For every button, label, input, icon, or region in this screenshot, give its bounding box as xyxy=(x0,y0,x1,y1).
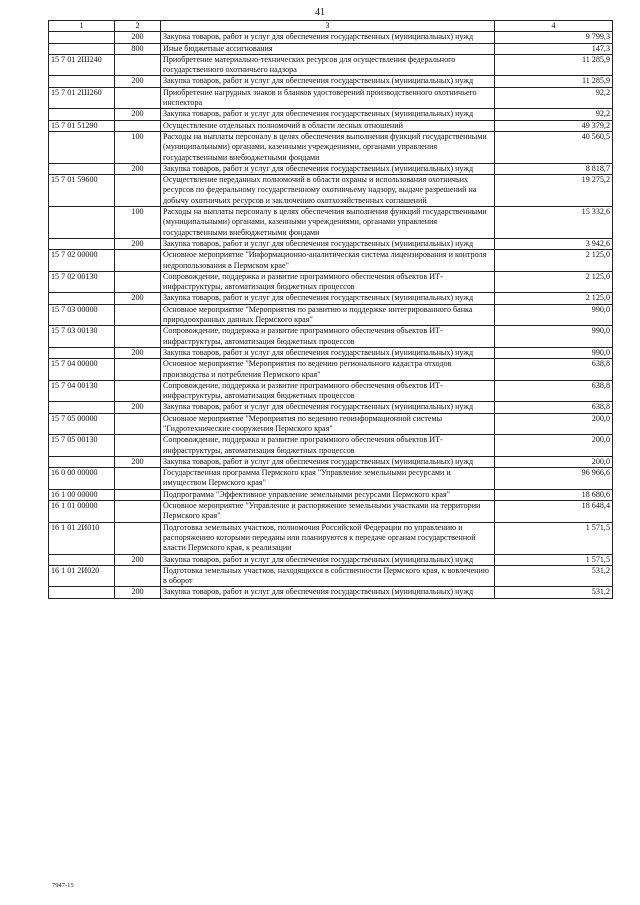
row-description: Закупка товаров, работ и услуг для обеспечения государственных (муниципальных) нужд xyxy=(161,293,495,304)
row-description: Сопровождение, поддержка и развитие программного обеспечения объектов ИТ-инфраструктуры, автоматизация бюджетных процессов xyxy=(161,326,495,348)
table-row xyxy=(49,565,613,587)
row-amount: 8 818,7 xyxy=(495,163,613,174)
row-amount: 40 560,5 xyxy=(495,131,613,163)
column-header: 3 xyxy=(161,21,495,32)
row-expense-type xyxy=(115,435,161,457)
row-amount: 49 379,2 xyxy=(495,120,613,131)
table-row xyxy=(49,501,613,523)
row-expense-type xyxy=(115,522,161,554)
row-amount: 531,2 xyxy=(495,565,613,587)
page-number: 41 xyxy=(315,7,325,18)
row-expense-type: 200 xyxy=(115,76,161,87)
table-row xyxy=(49,413,613,435)
row-amount: 200,0 xyxy=(495,413,613,435)
row-code xyxy=(49,163,115,174)
row-amount: 638,8 xyxy=(495,359,613,381)
row-code xyxy=(49,293,115,304)
row-expense-type: 200 xyxy=(115,238,161,249)
row-amount: 92,2 xyxy=(495,109,613,120)
row-amount: 531,2 xyxy=(495,587,613,598)
row-description: Закупка товаров, работ и услуг для обеспечения государственных (муниципальных) нужд xyxy=(161,456,495,467)
row-amount: 11 285,9 xyxy=(495,54,613,76)
row-amount: 638,8 xyxy=(495,402,613,413)
row-code xyxy=(49,587,115,598)
row-description: Закупка товаров, работ и услуг для обеспечения государственных (муниципальных) нужд xyxy=(161,238,495,249)
row-expense-type xyxy=(115,380,161,402)
table-row xyxy=(49,402,613,413)
column-header: 1 xyxy=(49,21,115,32)
row-code: 15 7 04 00130 xyxy=(49,380,115,402)
table-row xyxy=(49,271,613,293)
table-body xyxy=(49,32,613,598)
row-code: 15 7 01 2Ш260 xyxy=(49,87,115,109)
row-code xyxy=(49,131,115,163)
table-row xyxy=(49,293,613,304)
row-code xyxy=(49,456,115,467)
row-expense-type: 200 xyxy=(115,554,161,565)
row-description: Сопровождение, поддержка и развитие программного обеспечения объектов ИТ-инфраструктуры, автоматизация бюджетных процессов xyxy=(161,271,495,293)
row-description: Подготовка земельных участков, находящихся в собственности Пермского края, к вовлечению в оборот xyxy=(161,565,495,587)
row-expense-type xyxy=(115,87,161,109)
row-description: Государственная программа Пермского края "Управление земельными ресурсами и имуществом Пермского края" xyxy=(161,468,495,490)
row-description: Закупка товаров, работ и услуг для обеспечения государственных (муниципальных) нужд xyxy=(161,402,495,413)
row-description: Основное мероприятие "Информационно-аналитическая система лицензирования и контроля недропользования в Пермском крае" xyxy=(161,250,495,272)
row-expense-type xyxy=(115,359,161,381)
table-row xyxy=(49,522,613,554)
row-expense-type: 200 xyxy=(115,32,161,43)
table-row xyxy=(49,109,613,120)
row-code: 15 7 05 00130 xyxy=(49,435,115,457)
row-description: Подготовка земельных участков, полномочия Российской Федерации по управлению и распоряжению которыми переданы или планируются к передаче органам государственной власти Пермского края, к реализации xyxy=(161,522,495,554)
row-description: Приобретение материально-технических ресурсов для осуществления федерального государственного охотничьего надзора xyxy=(161,54,495,76)
row-amount: 9 799,3 xyxy=(495,32,613,43)
row-description: Иные бюджетные ассигнования xyxy=(161,43,495,54)
row-code: 15 7 04 00000 xyxy=(49,359,115,381)
row-description: Приобретение нагрудных знаков и бланков удостоверений производственного охотничьего инспектора xyxy=(161,87,495,109)
row-amount: 638,8 xyxy=(495,380,613,402)
table-row xyxy=(49,76,613,87)
row-description: Основное мероприятие "Мероприятия по ведению регионального кадастра отходов производства и потребления Пермского края" xyxy=(161,359,495,381)
row-code: 15 7 01 59600 xyxy=(49,175,115,207)
row-description: Расходы на выплаты персоналу в целях обеспечения выполнения функций государственными (муниципальными) органами, казенными учреждениями, органами управления государственными внебюджетными фондами xyxy=(161,207,495,239)
table-row xyxy=(49,87,613,109)
row-amount: 3 942,6 xyxy=(495,238,613,249)
budget-table xyxy=(48,20,613,599)
row-expense-type xyxy=(115,565,161,587)
row-amount: 92,2 xyxy=(495,87,613,109)
row-code xyxy=(49,32,115,43)
row-amount: 19 275,2 xyxy=(495,175,613,207)
table-row xyxy=(49,304,613,326)
row-expense-type: 100 xyxy=(115,207,161,239)
row-amount: 1 571,5 xyxy=(495,554,613,565)
row-expense-type xyxy=(115,271,161,293)
table-row xyxy=(49,380,613,402)
row-expense-type: 200 xyxy=(115,163,161,174)
row-description: Закупка товаров, работ и услуг для обеспечения государственных (муниципальных) нужд xyxy=(161,163,495,174)
row-expense-type: 800 xyxy=(115,43,161,54)
table-row xyxy=(49,175,613,207)
row-code: 16 0 00 00000 xyxy=(49,468,115,490)
row-code xyxy=(49,238,115,249)
footer-code: 7947-15 xyxy=(52,882,74,889)
table-row xyxy=(49,435,613,457)
row-amount: 147,3 xyxy=(495,43,613,54)
table-row xyxy=(49,347,613,358)
row-code: 15 7 01 2Ш240 xyxy=(49,54,115,76)
table-row xyxy=(49,54,613,76)
row-expense-type xyxy=(115,326,161,348)
row-expense-type xyxy=(115,120,161,131)
table-row xyxy=(49,359,613,381)
row-description: Закупка товаров, работ и услуг для обеспечения государственных (муниципальных) нужд xyxy=(161,554,495,565)
row-code: 16 1 00 00000 xyxy=(49,489,115,500)
row-description: Осуществление переданных полномочий в области охраны и использования охотничьих ресурсов по федеральному государственному охотничьему надзору, выдаче разрешений на добычу охотничьих ресурсов и заключению охотхозяйственных соглашений xyxy=(161,175,495,207)
row-expense-type xyxy=(115,54,161,76)
row-expense-type: 200 xyxy=(115,402,161,413)
row-expense-type xyxy=(115,175,161,207)
row-expense-type: 200 xyxy=(115,109,161,120)
row-expense-type: 200 xyxy=(115,587,161,598)
row-code: 15 7 03 00130 xyxy=(49,326,115,348)
row-amount: 200,0 xyxy=(495,435,613,457)
table-row xyxy=(49,326,613,348)
table-row xyxy=(49,163,613,174)
table-row xyxy=(49,250,613,272)
row-code: 16 1 01 2И020 xyxy=(49,565,115,587)
row-code xyxy=(49,207,115,239)
row-code: 15 7 01 51290 xyxy=(49,120,115,131)
row-code: 16 1 01 2И010 xyxy=(49,522,115,554)
row-code: 16 1 01 00000 xyxy=(49,501,115,523)
row-amount: 1 571,5 xyxy=(495,522,613,554)
row-code xyxy=(49,43,115,54)
row-code xyxy=(49,347,115,358)
table-row xyxy=(49,456,613,467)
table-row xyxy=(49,587,613,598)
row-description: Основное мероприятие "Мероприятия по ведению геоинформационной системы "Гидротехнические сооружения Пермского края" xyxy=(161,413,495,435)
column-header: 2 xyxy=(115,21,161,32)
row-expense-type: 200 xyxy=(115,293,161,304)
row-expense-type xyxy=(115,468,161,490)
row-amount: 15 332,6 xyxy=(495,207,613,239)
row-amount: 18 680,6 xyxy=(495,489,613,500)
row-amount: 990,0 xyxy=(495,304,613,326)
row-amount: 200,0 xyxy=(495,456,613,467)
row-description: Закупка товаров, работ и услуг для обеспечения государственных (муниципальных) нужд xyxy=(161,109,495,120)
column-header: 4 xyxy=(495,21,613,32)
row-code xyxy=(49,554,115,565)
row-code xyxy=(49,76,115,87)
row-description: Сопровождение, поддержка и развитие программного обеспечения объектов ИТ-инфраструктуры, автоматизация бюджетных процессов xyxy=(161,435,495,457)
row-description: Осуществление отдельных полномочий в области лесных отношений xyxy=(161,120,495,131)
row-code xyxy=(49,402,115,413)
table-row xyxy=(49,554,613,565)
row-description: Закупка товаров, работ и услуг для обеспечения государственных (муниципальных) нужд xyxy=(161,32,495,43)
table-row xyxy=(49,43,613,54)
row-description: Сопровождение, поддержка и развитие программного обеспечения объектов ИТ-инфраструктуры, автоматизация бюджетных процессов xyxy=(161,380,495,402)
row-amount: 11 285,9 xyxy=(495,76,613,87)
row-expense-type xyxy=(115,489,161,500)
row-amount: 96 966,6 xyxy=(495,468,613,490)
row-expense-type xyxy=(115,304,161,326)
row-expense-type xyxy=(115,501,161,523)
row-expense-type: 200 xyxy=(115,347,161,358)
row-expense-type xyxy=(115,250,161,272)
row-description: Закупка товаров, работ и услуг для обеспечения государственных (муниципальных) нужд xyxy=(161,587,495,598)
table-row xyxy=(49,468,613,490)
row-description: Подпрограмма "Эффективное управление земельными ресурсами Пермского края" xyxy=(161,489,495,500)
table-header-row xyxy=(49,21,613,32)
row-code: 15 7 02 00000 xyxy=(49,250,115,272)
row-description: Основное мероприятие "Мероприятия по развитию и поддержке интегрированного банка природоохранных данных Пермского края" xyxy=(161,304,495,326)
row-code: 15 7 05 00000 xyxy=(49,413,115,435)
row-description: Расходы на выплаты персоналу в целях обеспечения выполнения функций государственными (муниципальными) органами, казенными учреждениями, органами управления государственными внебюджетными фондами xyxy=(161,131,495,163)
row-amount: 990,0 xyxy=(495,347,613,358)
row-code xyxy=(49,109,115,120)
row-expense-type: 200 xyxy=(115,456,161,467)
table-row xyxy=(49,32,613,43)
row-code: 15 7 03 00000 xyxy=(49,304,115,326)
row-amount: 2 125,0 xyxy=(495,293,613,304)
table-row xyxy=(49,131,613,163)
table-row xyxy=(49,120,613,131)
table-row xyxy=(49,238,613,249)
table-row xyxy=(49,489,613,500)
row-amount: 990,0 xyxy=(495,326,613,348)
row-expense-type xyxy=(115,413,161,435)
row-description: Закупка товаров, работ и услуг для обеспечения государственных (муниципальных) нужд xyxy=(161,347,495,358)
row-description: Закупка товаров, работ и услуг для обеспечения государственных (муниципальных) нужд xyxy=(161,76,495,87)
row-amount: 18 648,4 xyxy=(495,501,613,523)
row-description: Основное мероприятие "Управление и распоряжение земельными участками на территории Пермского края" xyxy=(161,501,495,523)
row-expense-type: 100 xyxy=(115,131,161,163)
row-amount: 2 125,0 xyxy=(495,271,613,293)
row-amount: 2 125,0 xyxy=(495,250,613,272)
table-row xyxy=(49,207,613,239)
row-code: 15 7 02 00130 xyxy=(49,271,115,293)
